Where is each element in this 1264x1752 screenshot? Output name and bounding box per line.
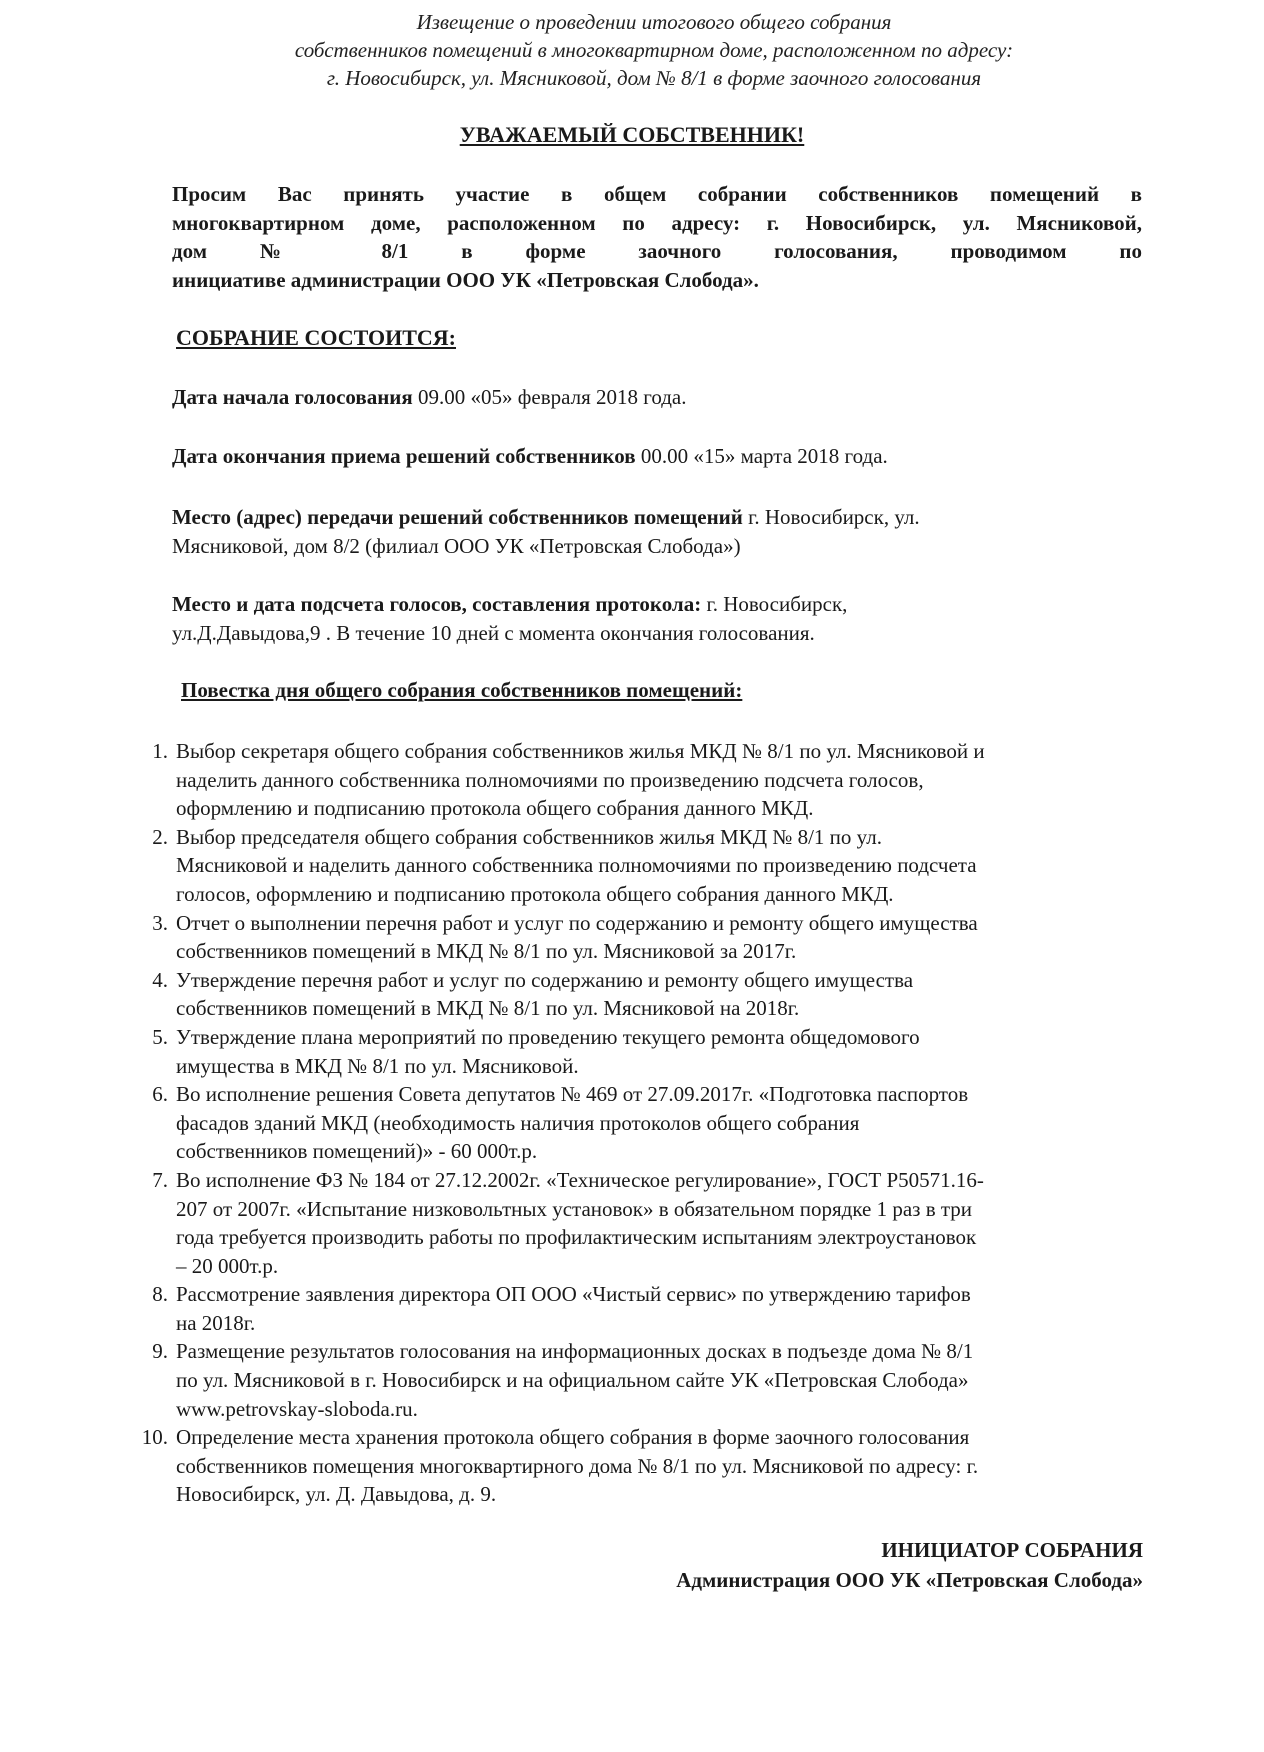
submission-place	[172, 503, 1152, 561]
agenda-item	[130, 1280, 1160, 1337]
header-line: г. Новосибирск, ул. Мясниковой, дом № 8/1 в форме заочного голосования	[326, 66, 982, 90]
agenda-item-number: 4.	[152, 967, 168, 992]
start-date-value: 09.00 «05» февраля 2018 года.	[412, 385, 687, 409]
header-line: Извещение о проведении итогового общего собрания	[416, 10, 892, 34]
agenda-item-number: 5.	[152, 1024, 168, 1049]
agenda-item-number: 6.	[152, 1082, 168, 1107]
count-place-value: г. Новосибирск,	[701, 592, 848, 616]
intro-line: дом № 8/1 в форме заочного голосования, проводимом по	[172, 239, 1142, 263]
count-place-value-2: ул.Д.Давыдова,9 . В течение 10 дней с момента окончания голосования.	[172, 621, 815, 645]
start-date	[172, 383, 1152, 412]
agenda-item-line: Выбор секретаря общего собрания собственников жилья МКД № 8/1 по ул. Мясниковой и	[176, 739, 985, 763]
header-line: собственников помещений в многоквартирном доме, расположенном по адресу:	[294, 38, 1014, 62]
agenda-item-line: на 2018г.	[176, 1310, 256, 1335]
agenda-item-line: – 20 000т.р.	[176, 1253, 279, 1278]
initiator-org: Администрация ООО УК «Петровская Слобода»	[676, 1568, 1143, 1592]
meeting-heading: СОБРАНИЕ СОСТОИТСЯ:	[176, 325, 456, 350]
agenda-item-line: Определение места хранения протокола общего собрания в форме заочного голосования	[176, 1425, 970, 1450]
agenda-item-line: Выбор председателя общего собрания собственников жилья МКД № 8/1 по ул.	[176, 824, 882, 849]
initiator-title: ИНИЦИАТОР СОБРАНИЯ	[881, 1538, 1143, 1562]
agenda-item-number: 2.	[152, 824, 168, 849]
agenda-item	[130, 1423, 1160, 1509]
agenda-item-number: 7.	[152, 1167, 168, 1192]
agenda-item-line: Утверждение плана мероприятий по проведению текущего ремонта общедомового	[176, 1024, 920, 1049]
agenda-item-line: фасадов зданий МКД (необходимость наличия протоколов общего собрания	[176, 1110, 860, 1135]
agenda-item-line: Рассмотрение заявления директора ОП ООО «Чистый сервис» по утверждению тарифов	[176, 1282, 971, 1307]
agenda-item-number: 9.	[152, 1339, 168, 1364]
agenda-item-line: Во исполнение решения Совета депутатов № 469 от 27.09.2017г. «Подготовка паспортов	[176, 1082, 969, 1107]
start-date-label: Дата начала голосования	[172, 385, 413, 409]
agenda-item-line: Размещение результатов голосования на информационных досках в подъезде дома № 8/1	[176, 1339, 974, 1364]
agenda-item-line: Утверждение перечня работ и услуг по содержанию и ремонту общего имущества	[176, 967, 914, 992]
agenda-item	[130, 966, 1160, 1023]
agenda-item-number: 10.	[141, 1425, 168, 1450]
count-place-label: Место и дата подсчета голосов, составления протокола:	[172, 592, 702, 616]
salutation: УВАЖАЕМЫЙ СОБСТВЕННИК!	[459, 122, 805, 147]
agenda-item-line: Во исполнение ФЗ № 184 от 27.12.2002г. «Техническое регулирование», ГОСТ Р50571.16-	[176, 1167, 984, 1192]
agenda-item-line: 207 от 2007г. «Испытание низковольтных установок» в обязательном порядке 1 раз в три	[176, 1196, 973, 1221]
agenda-item	[130, 909, 1160, 966]
end-date	[172, 442, 1152, 471]
agenda-heading: Повестка дня общего собрания собственников помещений:	[181, 678, 743, 702]
agenda-item-number: 8.	[152, 1282, 168, 1307]
agenda-item-line: Мясниковой и наделить данного собственника полномочиями по произведению подсчета	[176, 853, 977, 878]
agenda-item-number: 3.	[152, 910, 168, 935]
agenda-item-line: по ул. Мясниковой в г. Новосибирск и на официальном сайте УК «Петровская Слобода»	[176, 1368, 969, 1393]
agenda-item-line: оформлению и подписанию протокола общего собрания данного МКД.	[176, 796, 814, 821]
submission-place-label: Место (адрес) передачи решений собственников помещений	[172, 505, 743, 529]
agenda-item-number: 1.	[152, 739, 168, 763]
agenda-item	[130, 1080, 1160, 1166]
agenda-item-line: наделить данного собственника полномочиями по произведению подсчета голосов,	[176, 767, 924, 792]
intro-line: многоквартирном доме, расположенном по адресу: г. Новосибирск, ул. Мясниковой,	[172, 210, 1142, 235]
agenda-item-line: Новосибирск, ул. Д. Давыдова, д. 9.	[176, 1482, 497, 1507]
submission-place-value-2: Мясниковой, дом 8/2 (филиал ООО УК «Петровская Слобода»)	[172, 534, 741, 558]
agenda-item	[130, 1023, 1160, 1080]
agenda-item-line: Отчет о выполнении перечня работ и услуг по содержанию и ремонту общего имущества	[176, 910, 978, 935]
agenda-item-line: www.petrovskay-sloboda.ru.	[176, 1396, 418, 1421]
agenda-item	[130, 737, 1160, 823]
agenda-item-line: голосов, оформлению и подписанию протокола общего собрания данного МКД.	[176, 881, 894, 906]
agenda-item	[130, 1166, 1160, 1280]
agenda-item	[130, 823, 1160, 909]
count-place	[172, 590, 1152, 648]
agenda-item-line: имущества в МКД № 8/1 по ул. Мясниковой.	[176, 1053, 579, 1078]
agenda-item-line: собственников помещений в МКД № 8/1 по ул. Мясниковой на 2018г.	[176, 996, 800, 1021]
agenda-item	[130, 1337, 1160, 1423]
agenda-item-line: собственников помещений)» - 60 000т.р.	[176, 1139, 538, 1164]
intro-paragraph	[172, 180, 1142, 294]
end-date-value: 00.00 «15» марта 2018 года.	[635, 444, 888, 468]
agenda-item-line: собственников помещений в МКД № 8/1 по ул. Мясниковой за 2017г.	[176, 939, 797, 964]
signature-block	[676, 1535, 1143, 1595]
submission-place-value: г. Новосибирск, ул.	[742, 505, 920, 529]
agenda-item-line: года требуется производить работы по профилактическим испытаниям электроустановок	[176, 1225, 977, 1250]
end-date-label: Дата окончания приема решений собственников	[172, 444, 636, 468]
notice-header	[0, 8, 1264, 92]
agenda-list	[130, 737, 1160, 1509]
intro-line: инициативе администрации ООО УК «Петровская Слобода».	[172, 267, 759, 292]
intro-line: Просим Вас принять участие в общем собрании собственников помещений в	[172, 182, 1142, 206]
agenda-item-line: собственников помещения многоквартирного дома № 8/1 по ул. Мясниковой по адресу: г.	[176, 1453, 979, 1478]
